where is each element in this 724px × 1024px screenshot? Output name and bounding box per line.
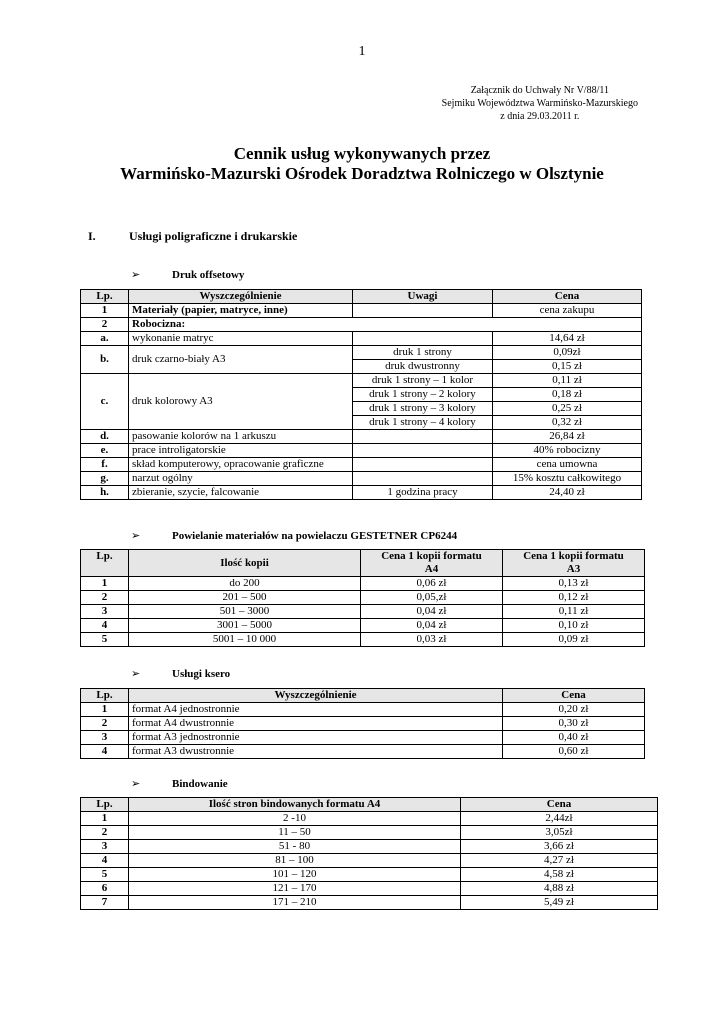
cell-lp: a.: [81, 332, 129, 346]
cell-a3: 0,10 zł: [503, 619, 645, 633]
cell-price: 15% kosztu całkowitego: [493, 472, 642, 486]
cell-lp: 7: [81, 896, 129, 910]
table-row: [81, 346, 642, 360]
offset-table: [80, 289, 642, 500]
annex-line: Załącznik do Uchwały Nr V/88/11: [470, 85, 609, 96]
cell-desc: format A3 dwustronnie: [129, 745, 503, 759]
cell-lp: 2: [81, 318, 129, 332]
arrow-bullet-icon: ➢: [131, 778, 141, 790]
table-header-row: [81, 798, 658, 812]
header-price: Cena: [461, 798, 658, 812]
cell-desc: druk czarno-biały A3: [129, 346, 353, 374]
cell-a4: 0,04 zł: [361, 619, 503, 633]
cell-pages: 2 -10: [129, 812, 461, 826]
cell-price: 0,18 zł: [493, 388, 642, 402]
cell-lp: 2: [81, 717, 129, 731]
copier-table: [80, 549, 645, 647]
table-row: [81, 591, 645, 605]
cell-a3: 0,12 zł: [503, 591, 645, 605]
table-header-row: [81, 550, 645, 577]
section-label: Usługi poligraficzne i drukarskie: [129, 229, 298, 243]
subsection-offset: [131, 268, 244, 281]
cell-qty: 3001 – 5000: [129, 619, 361, 633]
cell-lp: f.: [81, 458, 129, 472]
cell-a3: 0,09 zł: [503, 633, 645, 647]
cell-lp: c.: [81, 374, 129, 430]
cell-notes: [353, 332, 493, 346]
header-a3: [503, 550, 645, 577]
annex-line: z dnia 29.03.2011 r.: [500, 111, 580, 122]
cell-price: 0,09zł: [493, 346, 642, 360]
cell-desc: format A4 dwustronnie: [129, 717, 503, 731]
section-heading: [88, 229, 297, 244]
cell-lp: 2: [81, 826, 129, 840]
cell-pages: 11 – 50: [129, 826, 461, 840]
cell-qty: 201 – 500: [129, 591, 361, 605]
cell-lp: 3: [81, 840, 129, 854]
cell-lp: 1: [81, 703, 129, 717]
cell-price: 40% robocizny: [493, 444, 642, 458]
cell-notes: [353, 444, 493, 458]
cell-lp: 1: [81, 577, 129, 591]
table-row: [81, 717, 645, 731]
header-lp: Lp.: [81, 290, 129, 304]
cell-lp: 5: [81, 868, 129, 882]
table-row: [81, 444, 642, 458]
header-a3-line: Cena 1 kopii formatu: [523, 550, 624, 562]
table-row: [81, 826, 658, 840]
cell-desc: druk kolorowy A3: [129, 374, 353, 430]
cell-desc: zbieranie, szycie, falcowanie: [129, 486, 353, 500]
cell-price: 5,49 zł: [461, 896, 658, 910]
cell-pages: 81 – 100: [129, 854, 461, 868]
cell-pages: 101 – 120: [129, 868, 461, 882]
cell-notes: druk 1 strony – 3 kolory: [353, 402, 493, 416]
title-line: Cennik usług wykonywanych przez: [233, 144, 491, 163]
xerox-table: [80, 688, 645, 759]
cell-a3: 0,13 zł: [503, 577, 645, 591]
table-row: [81, 472, 642, 486]
cell-notes: 1 godzina pracy: [353, 486, 493, 500]
cell-pages: 121 – 170: [129, 882, 461, 896]
cell-lp: e.: [81, 444, 129, 458]
subsection-title: Druk offsetowy: [172, 269, 245, 281]
header-pages: Ilość stron bindowanych formatu A4: [129, 798, 461, 812]
table-row: [81, 840, 658, 854]
cell-notes: druk 1 strony – 4 kolory: [353, 416, 493, 430]
cell-desc: Robocizna:: [129, 318, 642, 332]
table-row: [81, 703, 645, 717]
arrow-bullet-icon: ➢: [131, 668, 141, 680]
cell-lp: 2: [81, 591, 129, 605]
cell-lp: 3: [81, 605, 129, 619]
cell-desc: wykonanie matryc: [129, 332, 353, 346]
cell-price: 24,40 zł: [493, 486, 642, 500]
arrow-bullet-icon: ➢: [131, 530, 141, 542]
cell-price: 0,25 zł: [493, 402, 642, 416]
cell-price: 4,88 zł: [461, 882, 658, 896]
cell-desc: Materiały (papier, matryce, inne): [129, 304, 353, 318]
cell-lp: 3: [81, 731, 129, 745]
cell-price: 3,05zł: [461, 826, 658, 840]
document-title: [0, 144, 724, 184]
cell-pages: 51 - 80: [129, 840, 461, 854]
binding-table: [80, 797, 658, 910]
header-lp: Lp.: [81, 689, 129, 703]
cell-desc: prace introligatorskie: [129, 444, 353, 458]
cell-notes: druk 1 strony: [353, 346, 493, 360]
header-price: Cena: [503, 689, 645, 703]
cell-lp: g.: [81, 472, 129, 486]
cell-price: 4,27 zł: [461, 854, 658, 868]
cell-lp: 6: [81, 882, 129, 896]
table-row: [81, 854, 658, 868]
table-row: [81, 868, 658, 882]
cell-price: 4,58 zł: [461, 868, 658, 882]
table-row: [81, 486, 642, 500]
cell-lp: 4: [81, 854, 129, 868]
cell-price: cena umowna: [493, 458, 642, 472]
table-row: [81, 619, 645, 633]
cell-desc: format A3 jednostronnie: [129, 731, 503, 745]
cell-desc: pasowanie kolorów na 1 arkuszu: [129, 430, 353, 444]
cell-notes: [353, 458, 493, 472]
table-row: [81, 812, 658, 826]
table-row: [81, 458, 642, 472]
table-row: [81, 332, 642, 346]
subsection-title: Usługi ksero: [172, 668, 231, 680]
table-header-row: [81, 689, 645, 703]
cell-price: cena zakupu: [493, 304, 642, 318]
cell-qty: 501 – 3000: [129, 605, 361, 619]
cell-price: 2,44zł: [461, 812, 658, 826]
header-a4-line: Cena 1 kopii formatu: [381, 550, 482, 562]
subsection-title: Powielanie materiałów na powielaczu GESTETNER CP6244: [172, 530, 458, 542]
cell-qty: do 200: [129, 577, 361, 591]
cell-price: 0,20 zł: [503, 703, 645, 717]
table-row: [81, 318, 642, 332]
cell-lp: b.: [81, 346, 129, 374]
subsection-copier: [131, 529, 457, 542]
cell-notes: druk dwustronny: [353, 360, 493, 374]
cell-a3: 0,11 zł: [503, 605, 645, 619]
subsection-binding: [131, 777, 228, 790]
table-row: [81, 430, 642, 444]
table-row: [81, 882, 658, 896]
title-line: Warmińsko-Mazurski Ośrodek Doradztwa Rolniczego w Olsztynie: [120, 164, 604, 183]
annex-line: Sejmiku Województwa Warmińsko-Mazurskiego: [441, 98, 638, 109]
header-lp: Lp.: [81, 798, 129, 812]
cell-pages: 171 – 210: [129, 896, 461, 910]
cell-lp: 4: [81, 745, 129, 759]
header-a4: [361, 550, 503, 577]
table-row: [81, 731, 645, 745]
table-row: [81, 577, 645, 591]
table-row: [81, 304, 642, 318]
header-desc: Wyszczególnienie: [129, 689, 503, 703]
table-row: [81, 605, 645, 619]
table-row: [81, 633, 645, 647]
header-a4-line: A4: [424, 563, 439, 575]
cell-notes: druk 1 strony – 1 kolor: [353, 374, 493, 388]
header-a3-line: A3: [566, 563, 581, 575]
table-row: [81, 896, 658, 910]
page-number: 1: [358, 44, 366, 59]
header-notes: Uwagi: [353, 290, 493, 304]
header-desc: Wyszczególnienie: [129, 290, 353, 304]
table-row: [81, 745, 645, 759]
cell-a4: 0,05,zł: [361, 591, 503, 605]
cell-price: 0,11 zł: [493, 374, 642, 388]
cell-desc: format A4 jednostronnie: [129, 703, 503, 717]
cell-notes: [353, 304, 493, 318]
cell-price: 0,32 zł: [493, 416, 642, 430]
table-header-row: [81, 290, 642, 304]
cell-price: 14,64 zł: [493, 332, 642, 346]
cell-lp: d.: [81, 430, 129, 444]
cell-price: 0,40 zł: [503, 731, 645, 745]
cell-price: 26,84 zł: [493, 430, 642, 444]
arrow-bullet-icon: ➢: [131, 269, 141, 281]
header-price: Cena: [493, 290, 642, 304]
cell-qty: 5001 – 10 000: [129, 633, 361, 647]
cell-notes: [353, 472, 493, 486]
cell-price: 0,15 zł: [493, 360, 642, 374]
section-number: I.: [88, 229, 96, 243]
cell-lp: 1: [81, 812, 129, 826]
cell-price: 0,30 zł: [503, 717, 645, 731]
cell-price: 0,60 zł: [503, 745, 645, 759]
cell-lp: 4: [81, 619, 129, 633]
header-lp: Lp.: [81, 550, 129, 577]
cell-a4: 0,06 zł: [361, 577, 503, 591]
cell-a4: 0,04 zł: [361, 605, 503, 619]
cell-notes: druk 1 strony – 2 kolory: [353, 388, 493, 402]
cell-price: 3,66 zł: [461, 840, 658, 854]
cell-desc: narzut ogólny: [129, 472, 353, 486]
cell-a4: 0,03 zł: [361, 633, 503, 647]
annex-note: [442, 84, 638, 123]
cell-lp: h.: [81, 486, 129, 500]
header-qty: Ilość kopii: [129, 550, 361, 577]
cell-notes: [353, 430, 493, 444]
cell-lp: 5: [81, 633, 129, 647]
cell-lp: 1: [81, 304, 129, 318]
cell-desc: skład komputerowy, opracowanie graficzne: [129, 458, 353, 472]
subsection-xerox: [131, 667, 230, 680]
table-row: [81, 374, 642, 388]
subsection-title: Bindowanie: [172, 778, 228, 790]
